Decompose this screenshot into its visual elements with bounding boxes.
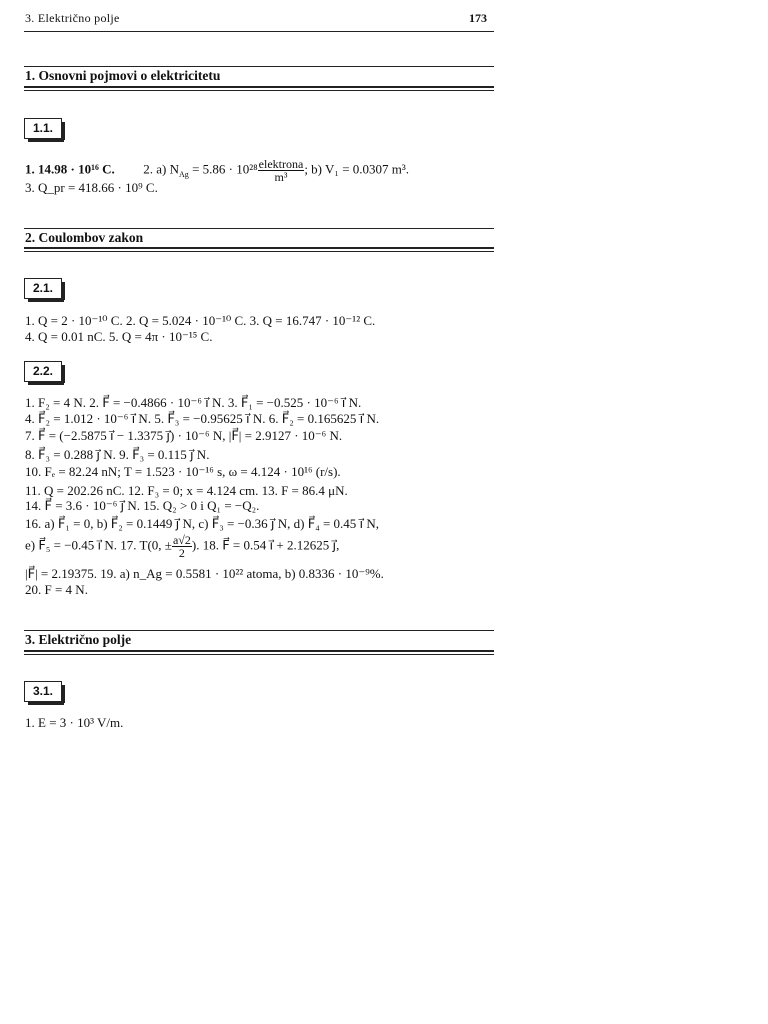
running-header-chapter: 3. Električno polje — [25, 11, 120, 25]
fraction — [172, 534, 192, 559]
answer-text: 2. a) N — [143, 161, 180, 177]
answer-line: 1. E = 3 · 10³ V/m. — [25, 715, 124, 730]
section-rule-bottom — [24, 247, 494, 249]
fraction-numerator: a√2 — [172, 533, 191, 547]
answer-line — [25, 534, 339, 559]
subsection-box-3-1: 3.1. — [24, 681, 62, 702]
answer-line: |F⃗| = 2.19375. 19. a) n_Ag = 0.5581 · 10²² atoma, b) 0.8336 · 10⁻⁹%. — [25, 566, 384, 581]
answer-line: 7. F⃗ = (−2.5875 i⃗ − 1.3375 j⃗) · 10⁻⁶ N, |F⃗| = 2.9127 · 10⁻⁶ N. — [25, 428, 343, 443]
fraction — [258, 158, 305, 183]
answer-line: 11. Q = 202.26 nC. 12. F₃ = 0; x = 4.124 cm. 13. F = 86.4 μN. — [25, 483, 348, 498]
page-number: 173 — [469, 11, 487, 25]
answer-text: 1. 14.98 · 10¹⁶ C. — [25, 161, 115, 177]
answer-line: 10. Fₑ = 82.24 nN; T = 1.523 · 10⁻¹⁶ s, ω = 4.124 · 10¹⁶ (r/s). — [25, 464, 341, 479]
answer-text: e) F⃗₅ = −0.45 i⃗ N. 17. T(0, ± — [25, 537, 172, 553]
fraction-denominator: 2 — [178, 546, 185, 560]
answer-line: 16. a) F⃗₁ = 0, b) F⃗₂ = 0.1449 j⃗ N, c) F⃗₃ = −0.36 j⃗ N, d) F⃗₄ = 0.45 i⃗ N, — [25, 516, 380, 531]
section-rule-top — [24, 228, 494, 229]
answer-line: 4. F⃗₂ = 1.012 · 10⁻⁶ i⃗ N. 5. F⃗₃ = −0.95625 i⃗ N. 6. F⃗₂ = 0.165625 i⃗ N. — [25, 411, 380, 426]
section-rule-bottom — [24, 86, 494, 88]
answer-text: ; b) V₁ = 0.0307 m³. — [304, 161, 410, 177]
section-rule-bottom — [24, 650, 494, 652]
subsection-box-2-2: 2.2. — [24, 361, 62, 382]
answer-line: 4. Q = 0.01 nC. 5. Q = 4π · 10⁻¹⁵ C. — [25, 329, 213, 344]
answer-line: 8. F⃗₃ = 0.288 j⃗ N. 9. F⃗₃ = 0.115 j⃗ N. — [25, 447, 210, 462]
subsection-box-2-1: 2.1. — [24, 278, 62, 299]
section-rule-top — [24, 66, 494, 67]
section-title-1: 1. Osnovni pojmovi o elektricitetu — [25, 68, 221, 83]
answer-line: 1. Q = 2 · 10⁻¹⁰ C. 2. Q = 5.024 · 10⁻¹⁰ C. 3. Q = 16.747 · 10⁻¹² C. — [25, 313, 376, 328]
section-rule-bottom-2 — [24, 90, 494, 91]
subscript: Ag — [179, 170, 189, 180]
answer-line: 3. Q_pr = 418.66 · 10⁹ C. — [25, 180, 158, 195]
section-title-2: 2. Coulombov zakon — [25, 230, 144, 245]
section-rule-top — [24, 630, 494, 631]
header-rule — [24, 31, 494, 32]
subsection-box-1-1: 1.1. — [24, 118, 62, 139]
answer-text: ). 18. F⃗ = 0.54 i⃗ + 2.12625 j⃗, — [191, 537, 340, 553]
section-rule-bottom-2 — [24, 251, 494, 252]
section-title-3: 3. Električno polje — [25, 632, 132, 647]
section-rule-bottom-2 — [24, 654, 494, 655]
answer-line: 20. F = 4 N. — [25, 582, 88, 597]
answer-text: = 5.86 · 10²⁸ — [188, 161, 258, 177]
answer-line: 14. F⃗ = 3.6 · 10⁻⁶ j⃗ N. 15. Q₂ > 0 i Q₁ = −Q₂. — [25, 498, 260, 513]
fraction-denominator: m³ — [274, 170, 288, 184]
answer-line: 1. F₂ = 4 N. 2. F⃗ = −0.4866 · 10⁻⁶ i⃗ N. 3. F⃗₁ = −0.525 · 10⁻⁶ i⃗ N. — [25, 395, 362, 410]
fraction-numerator: elektrona — [258, 157, 304, 171]
